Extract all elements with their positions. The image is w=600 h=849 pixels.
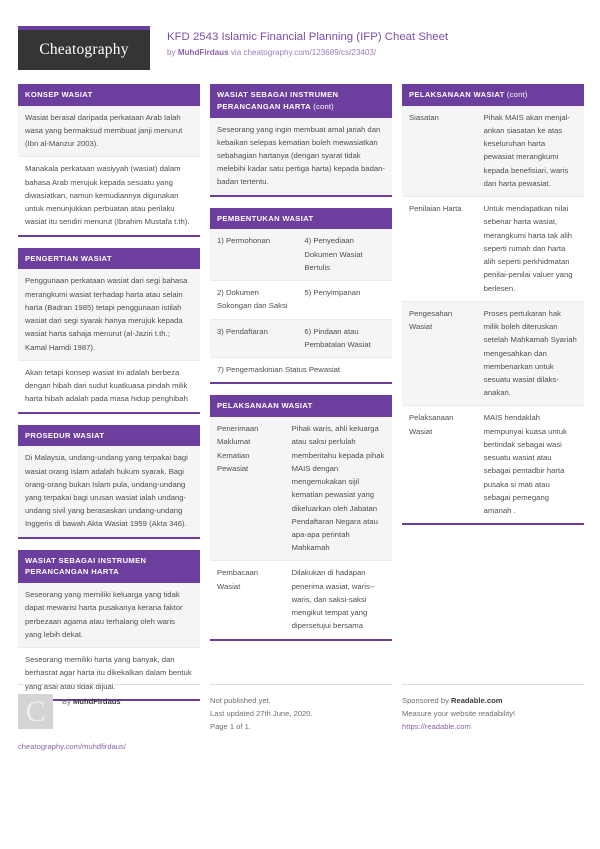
- cell-value: MAIS hendaklah mempunyai kuasa untuk bertindak sebagai wasi sesuatu wasiat atau sebagai pentadbir harta pusaka si mati atau sebagai pemegang amanah .: [483, 413, 567, 516]
- page-header: [0, 0, 600, 70]
- table-row: [210, 229, 392, 280]
- card-title: [402, 84, 584, 106]
- sponsor-tagline: Measure your website readability!: [402, 709, 516, 719]
- table-row: [402, 406, 584, 523]
- card-title: PELAKSANAAN WASIAT: [210, 395, 392, 417]
- cell-key: Penerimaan Maklumat Kematian Pewasiat: [210, 417, 285, 561]
- table-row: [210, 561, 392, 639]
- card-paragraph: Wasiat berasal daripada perkataan Arab Ialah wasa yang bermaksud membuat janji menurut (Ibn al-Manzur 2003).: [18, 106, 200, 158]
- byline-author[interactable]: MuhdFirdaus: [177, 48, 229, 58]
- card-title-cont: (cont): [504, 90, 528, 99]
- cell-key: 1) Permohonan: [210, 229, 297, 280]
- card-wasiat-instrumen: [18, 550, 200, 701]
- cell-value: Pihak MAIS akan menjalankan siasatan ke atas keseluruhan harta pewasiat merangkumi kepada benefisiari, waris dan harta pewasiat.: [477, 106, 584, 197]
- column-3: [402, 84, 584, 536]
- card-title-text: PELAKSANAAN WASIAT: [409, 90, 505, 99]
- column-2: [210, 84, 392, 652]
- card-title: PEMBENTUKAN WASIAT: [210, 208, 392, 230]
- title-block: [167, 26, 448, 60]
- card-title: PROSEDUR WASIAT: [18, 425, 200, 447]
- cell-key: Pelaksanaan Wasiat: [409, 413, 454, 436]
- sponsor-prefix: Sponsored by: [402, 696, 451, 705]
- cell-value: 4) Penyediaan Dokumen Wasiat Bertulis: [297, 229, 392, 280]
- cell-key: Pembacaan Wasiat: [217, 568, 259, 591]
- card-pelaksanaan-wasiat: [210, 395, 392, 640]
- cell-key: 3) Pendaftaran: [210, 319, 297, 357]
- table-row: [210, 281, 392, 319]
- last-updated: Last updated 27th June, 2020.: [210, 709, 313, 719]
- card-title-text: WASIAT SEBAGAI INSTRUMEN PERANCANGAN HARTA: [217, 90, 339, 111]
- card-title-cont: (cont): [310, 101, 334, 111]
- card-title: PENGERTIAN WASIAT: [18, 248, 200, 270]
- cell-value: Proses pertukaran hak milik boleh diteruskan setelah Mahkamah Syariah mengesahkan dan membenarkan untuk sesuatu wasiat dilaksanakan.: [477, 301, 584, 406]
- page-title: KFD 2543 Islamic Financial Planning (IFP) Cheat Sheet: [167, 31, 449, 43]
- logo-text: Cheatography: [39, 41, 129, 59]
- cell-value: Untuk mendapatkan nilai sebenar harta wasiat, merangkumi harta tak alih seperti rumah dan harta alih seperti perkhidmatan penilai-penilai valuer yang berlesen.: [477, 197, 584, 302]
- card-paragraph: Seseorang yang memiliki keluarga yang tidak dapat mewarisi harta pusakanya kerana faktor perbezaan agama atau terhalang oleh waris yang lebih dekat.: [18, 583, 200, 648]
- cheatography-logo[interactable]: [18, 26, 150, 70]
- cell-key: Siasatan: [402, 106, 477, 197]
- table-row: [402, 106, 584, 197]
- card-prosedur-wasiat: [18, 425, 200, 539]
- pelaksanaan-table: [210, 417, 392, 639]
- cell-key: 2) Dokumen Sokongan dan Saksi: [210, 281, 297, 319]
- pelaksanaan-cont-table: [402, 106, 584, 524]
- byline: [167, 47, 448, 59]
- table-row: [210, 319, 392, 357]
- sponsor-url[interactable]: https://readable.com: [402, 722, 471, 732]
- card-pengertian-wasiat: [18, 248, 200, 414]
- content-columns: [18, 84, 584, 712]
- author-name: [62, 694, 121, 707]
- avatar: C: [18, 694, 53, 729]
- footer-status-column: [210, 684, 392, 733]
- author-block: [18, 694, 200, 729]
- card-paragraph: Manakala perkataan wasiyyah (wasiat) dalam bahasa Arab merujuk kepada sesuatu yang diwasiatkan, namun kemudiannya digunakan untuk menunjukkan perbuatan atau perilaku wasiat itu sendiri menurut (Ibrahim Mustafa t.th).: [25, 164, 190, 227]
- card-title: [210, 84, 392, 118]
- footer-author-column: [18, 684, 200, 753]
- cell-full: 7) Pengemaskinian Status Pewasiat: [217, 365, 341, 375]
- sponsor-line: [402, 694, 584, 707]
- table-row: [210, 417, 392, 561]
- column-1: [18, 84, 200, 712]
- card-pembentukan-wasiat: [210, 208, 392, 385]
- card-konsep-wasiat: [18, 84, 200, 237]
- page-number: Page 1 of 1.: [210, 722, 251, 732]
- byline-middle: via: [228, 48, 244, 58]
- sponsor-name[interactable]: Readable.com: [450, 696, 503, 705]
- card-title: WASIAT SEBAGAI INSTRUMEN PERANCANGAN HARTA: [18, 550, 200, 584]
- card-paragraph: Seseorang yang ingin membuat amal jariah dan kebaikan selepas kematian boleh mewasiatkan sebahagian hartanya (dengan syarat tidak melebihi kadar satu pertiga harta) kepada badan-badan tertentu.: [210, 118, 392, 195]
- cell-key: Pengesahan Wasiat: [402, 301, 477, 406]
- author-link[interactable]: MuhdFirdaus: [72, 697, 121, 706]
- author-profile-link[interactable]: cheatography.com/muhdfirdaus/: [18, 742, 126, 751]
- cell-value: Dilakukan di hadapan penerima wasiat, waris--waris, dan saksi-saksi mengikut tempat yang dipersetujui bersama: [291, 568, 375, 631]
- table-row: [402, 197, 584, 302]
- card-paragraph: Di Malaysia, undang-undang yang terpakai bagi wasiat orang Islam adalah hukum syarak. Bagi orang-orang bukan Islam pula, undang-undang yang terpakai bagi urusan wasiat ialah undang-undang sivil yang berasaskan undang-undang Inggeris di bawah Akta Wasiat 1959 (Akta 346).: [18, 446, 200, 536]
- byline-prefix: by: [167, 48, 178, 58]
- table-row: [402, 301, 584, 406]
- card-paragraph: Seseorang memiliki harta yang banyak, dan berhasrat agar harta itu dikekalkan dalam bentuk yang asal atau tidak dijual.: [25, 655, 192, 691]
- page-footer: [18, 684, 584, 753]
- card-paragraph: Penggunaan perkataan wasiat dari segi bahasa merangkumi wasiat terhadap harta atau selain harta (Badran 1985) tetapi penggunaan istilah wasiat dari segi syarak hanya merujuk kepada wasiat harta sahaja menurut (al-Jaziri t.th.; Kamal Hamdi 1987).: [18, 269, 200, 360]
- publish-status: Not published yet.: [210, 696, 271, 705]
- table-row: [210, 358, 392, 383]
- cell-value: 5) Penyimpanan: [297, 281, 392, 319]
- pembentukan-table: [210, 229, 392, 382]
- author-prefix: By: [62, 697, 73, 706]
- card-paragraph: Akan tetapi konsep wasiat ini adalah berbeza dengan hibah dari sudut kuatkuasa pindah milik harta hibah adalah pada masa hidup penghibah: [25, 367, 188, 404]
- card-pelaksanaan-wasiat-cont: [402, 84, 584, 525]
- cell-value: Pihak waris, ahli keluarga atau saksi perlulah memberitahu kepada pihak MAIS dengan mengemukakan sijil kematian pewasiat yang dikeluarkan oleh Jabatan Pendaftaran Negara atau apa-apa perintah Mahkamah: [285, 417, 392, 561]
- cell-key: Penilaian Harta: [402, 197, 477, 302]
- card-wasiat-instrumen-cont: [210, 84, 392, 197]
- footer-sponsor-column: [402, 684, 584, 733]
- cell-value: 6) Pindaan atau Pembatalan Wasiat: [297, 319, 392, 357]
- card-title: KONSEP WASIAT: [18, 84, 200, 106]
- byline-url[interactable]: cheatography.com/123689/cs/23403/: [243, 48, 377, 58]
